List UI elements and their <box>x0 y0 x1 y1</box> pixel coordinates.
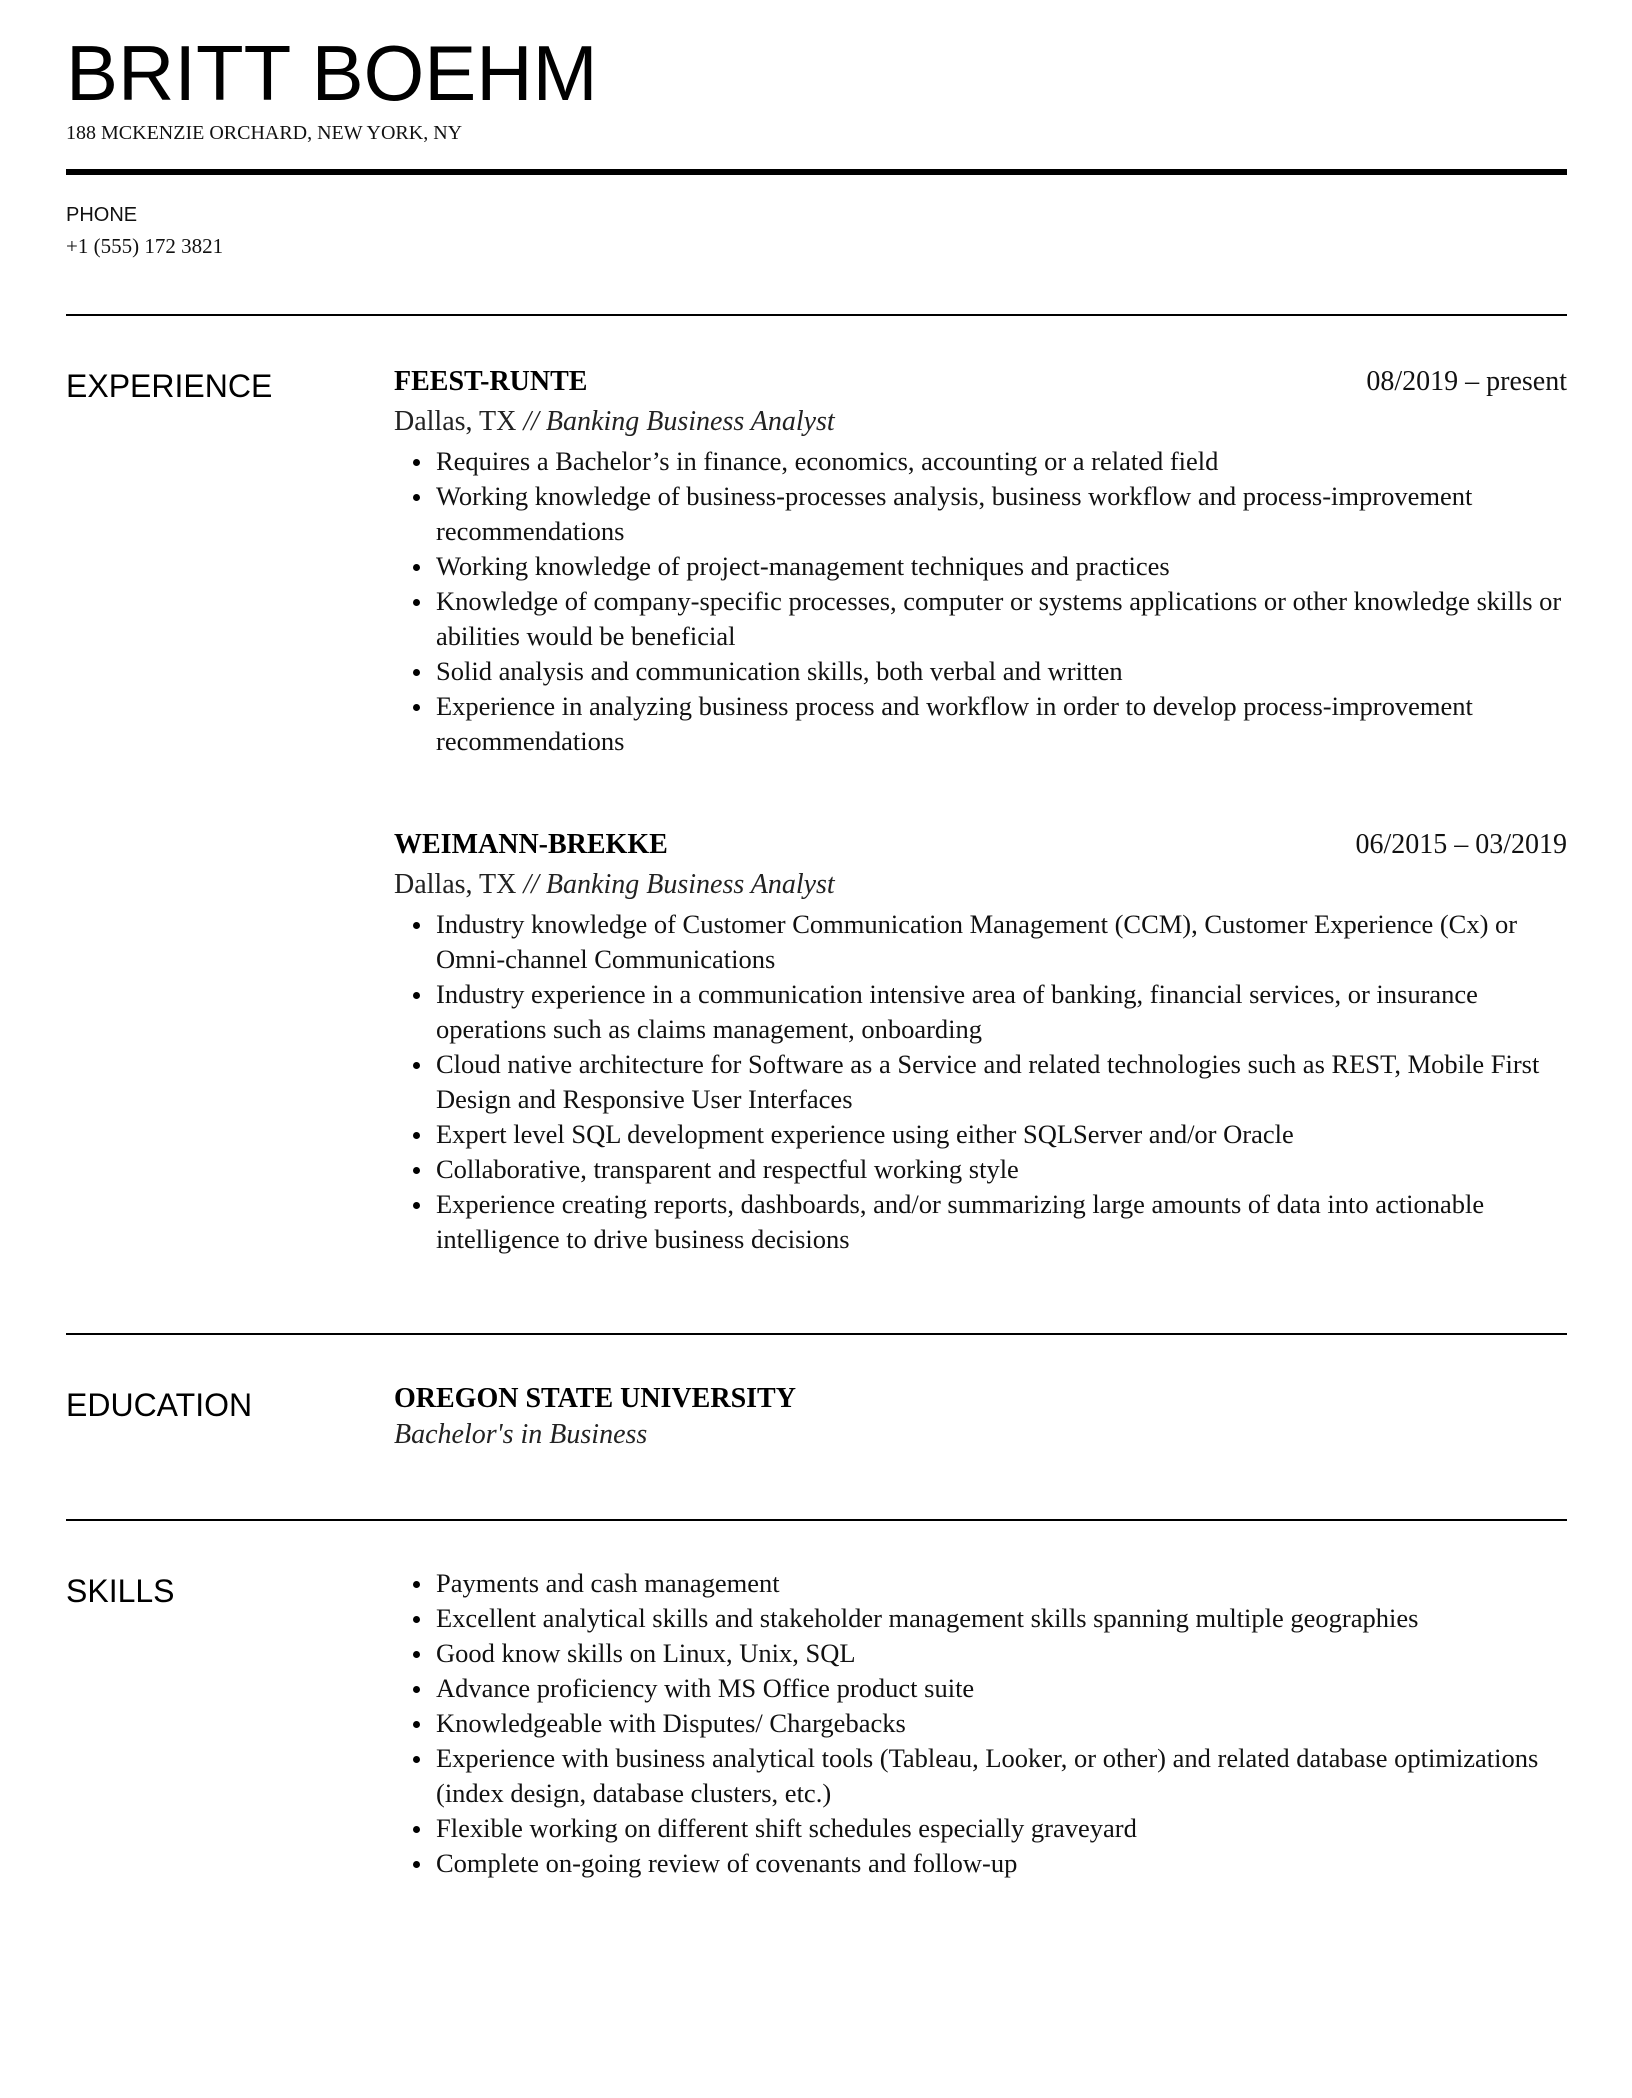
job-dates: 06/2015 – 03/2019 <box>1355 829 1567 860</box>
list-item: Knowledgeable with Disputes/ Chargebacks <box>394 1706 1567 1741</box>
job-entry <box>394 364 1567 759</box>
skills-heading: SKILLS <box>66 1573 175 1609</box>
job-location: Dallas, TX <box>394 406 517 437</box>
job-location: Dallas, TX <box>394 869 517 900</box>
phone-label: PHONE <box>66 204 138 226</box>
skills-entry <box>394 1566 1567 1881</box>
skills-list <box>394 1566 1567 1881</box>
list-item: Excellent analytical skills and stakeholder management skills spanning multiple geographies <box>394 1601 1567 1636</box>
candidate-name: BRITT BOEHM <box>66 29 598 117</box>
list-item: Industry experience in a communication intensive area of banking, financial services, or insurance operations such as claims management, onboarding <box>394 977 1567 1047</box>
header-divider <box>66 169 1567 175</box>
list-item: Good know skills on Linux, Unix, SQL <box>394 1636 1567 1671</box>
job-company: FEEST-RUNTE <box>394 366 588 397</box>
list-item: Experience with business analytical tools (Tableau, Looker, or other) and related database optimizations (index design, database clusters, etc.) <box>394 1741 1567 1811</box>
job-dates: 08/2019 – present <box>1366 366 1567 397</box>
education-entry <box>394 1381 1567 1453</box>
job-role: Banking Business Analyst <box>545 406 835 437</box>
list-item: Working knowledge of project-management techniques and practices <box>394 549 1567 584</box>
phone-value: +1 (555) 172 3821 <box>66 234 224 258</box>
job-subtitle <box>394 404 1567 440</box>
list-item: Collaborative, transparent and respectful working style <box>394 1152 1567 1187</box>
job-subtitle <box>394 867 1567 903</box>
job-bullet-list <box>394 907 1567 1257</box>
list-item: Experience creating reports, dashboards, and/or summarizing large amounts of data into actionable intelligence to drive business decisions <box>394 1187 1567 1257</box>
list-item: Expert level SQL development experience using either SQLServer and/or Oracle <box>394 1117 1567 1152</box>
list-item: Knowledge of company-specific processes, computer or systems applications or other knowledge skills or abilities would be beneficial <box>394 584 1567 654</box>
candidate-address: 188 MCKENZIE ORCHARD, NEW YORK, NY <box>66 122 463 144</box>
list-item: Advance proficiency with MS Office product suite <box>394 1671 1567 1706</box>
job-header <box>394 827 1567 867</box>
experience-divider <box>66 1333 1567 1335</box>
education-heading: EDUCATION <box>66 1387 253 1423</box>
job-bullet-list <box>394 444 1567 759</box>
job-company: WEIMANN-BREKKE <box>394 829 668 860</box>
job-header <box>394 364 1567 404</box>
job-entry <box>394 827 1567 1257</box>
education-degree: Bachelor's in Business <box>394 1419 648 1450</box>
experience-heading: EXPERIENCE <box>66 368 273 404</box>
list-item: Experience in analyzing business process and workflow in order to develop process-improvement recommendations <box>394 689 1567 759</box>
list-item: Working knowledge of business-processes analysis, business workflow and process-improvement recommendations <box>394 479 1567 549</box>
list-item: Payments and cash management <box>394 1566 1567 1601</box>
job-separator: // <box>516 869 546 900</box>
list-item: Requires a Bachelor’s in finance, economics, accounting or a related field <box>394 444 1567 479</box>
list-item: Industry knowledge of Customer Communication Management (CCM), Customer Experience (Cx) or Omni-channel Communications <box>394 907 1567 977</box>
list-item: Solid analysis and communication skills, both verbal and written <box>394 654 1567 689</box>
list-item: Cloud native architecture for Software as a Service and related technologies such as REST, Mobile First Design and Responsive User Interfaces <box>394 1047 1567 1117</box>
job-role: Banking Business Analyst <box>545 869 835 900</box>
education-divider <box>66 1519 1567 1521</box>
education-school: OREGON STATE UNIVERSITY <box>394 1383 796 1414</box>
contact-divider <box>66 314 1567 316</box>
list-item: Complete on-going review of covenants and follow-up <box>394 1846 1567 1881</box>
list-item: Flexible working on different shift schedules especially graveyard <box>394 1811 1567 1846</box>
job-separator: // <box>516 406 546 437</box>
